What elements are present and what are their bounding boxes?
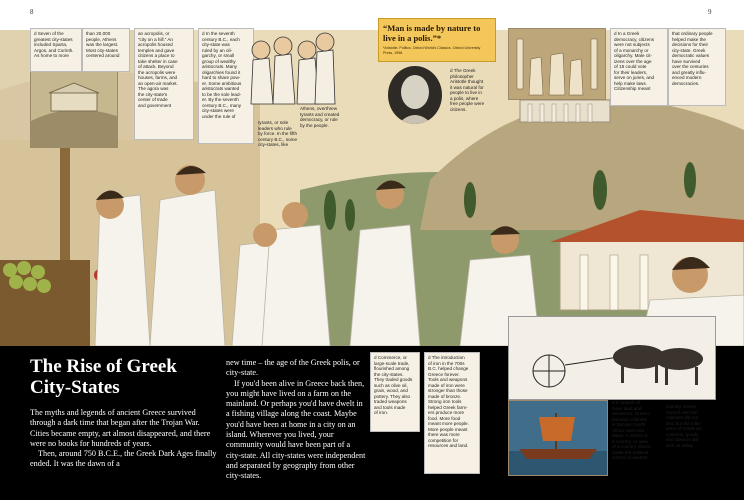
left-page-number: 8 <box>30 8 34 16</box>
caption-iron: d The introduction of iron in the 700s B.C. helped change Greece forever. Tools and weapons made of iron were stronger than those made of bronze. Strong iron tools helped Greek farm- ers produce more food. More food meant more people. More people meant there was more competition for resources and land. <box>424 352 480 474</box>
article-title: The Rise of Greek City-States <box>30 356 177 398</box>
caption-colonies: d In search of more land and resources, Greece founded colonies in Europe, North Africa, and Asia Minor. A colony is a country, or area of a country, that is under the political control of another <box>612 400 651 460</box>
quote-source: *Aristotle, Politics, Oxford World's Classics. Oxford University Press, 1998. <box>383 46 481 55</box>
caption-citizens: d In a Greek democracy, citizens were not subjects of a monarchy or oligarchy. Male cit- izens over the age of 18 could vote for their leaders, serve on juries, and help make laws. Citizenship meant <box>610 28 668 106</box>
article-column-2 <box>226 358 366 482</box>
article-column-1 <box>30 408 218 470</box>
caption-acropolis: an acropolis, or “city on a hill.” An acropolis housed temples and gave citizens a place to take shelter in case of attack. Beyond the acropolis were houses, farms, and an open-air market. The agora was the city-state's center of trade and government <box>134 28 194 140</box>
article-paragraph-1: The myths and legends of ancient Greece survived through a dark time that began after the Trojan War. Cities became empty, art almost disappeared, and there were no books for hundreds of years. <box>30 408 211 448</box>
cartoon-tyrants-illustration <box>245 26 337 106</box>
caption-greek-influence: country. Greek control over the colonies did not last, but the influ- ence of Greek art, customs, goods, and ideas is still with us today. <box>666 404 703 448</box>
caption-democratic-values: that ordinary people helped make the decisions for their city-state. Greek democratic values have survived over the centuries and greatly influ- enced modern democracies. <box>668 28 726 106</box>
oxen-plough-drawing <box>508 316 716 400</box>
greek-assembly-painting <box>508 28 606 100</box>
article-paragraph-2: Then, around 750 B.C.E., the Greek Dark Ages finally ended. It was the dawn of a <box>30 449 217 469</box>
caption-democracy: Athens, overthrew tyrants and created democracy, or rule by the people. <box>300 106 340 128</box>
caption-aristotle: d The Greek philosopher Aristotle thought it was natural for people to live in a polis, where free people were citizens. <box>450 68 485 112</box>
quote-text: “Man is made by nature to live in a polis.”* <box>383 23 481 43</box>
greek-ship-painting <box>508 400 608 476</box>
caption-commerce: d Commerce, or large-scale trade, flourished among the city-states. They traded goods such as olive oil, grain, wood, and pottery. They also traded weapons and tools made of iron. <box>370 352 420 432</box>
caption-tyrants: tyrants, or sole leaders who rule by force. In the fifth century B.C., some city-states, like <box>258 120 298 147</box>
aristotle-bust-image <box>388 66 442 124</box>
caption-oligarchy: d In the seventh century B.C., each city-state was ruled by an oli- garchy, or small group of wealthy aristocrats. Many oligarchies found it hard to share pow- er. Some ambitious aristocrats wanted to be the sole lead- er. By the seventh century B.C., many city-states were under the rule of <box>198 28 254 144</box>
caption-city-states: d Seven of the greatest city-states included Sparta, Argos, and Corinth. As home to more <box>30 28 82 72</box>
acropolis-model-photo <box>30 70 118 148</box>
aristotle-quote-box <box>378 18 496 62</box>
caption-athens: than 20,000 people, Athens was the largest. Most city-states centered around <box>82 28 130 72</box>
article-paragraph-3: new time – the age of the Greek polis, or city-state. <box>226 358 360 378</box>
right-page-number: 9 <box>708 8 712 16</box>
article-paragraph-4: If you'd been alive in Greece back then, you might have lived on a farm on the mainland. Or perhaps you'd have dwelt in a fishing village along the coast. Maybe you'd have been at home in a city on an island. Wherever you lived, your community would have been part of a city-state. All city-states were independent and separated by geography from other city-states. <box>226 378 366 481</box>
